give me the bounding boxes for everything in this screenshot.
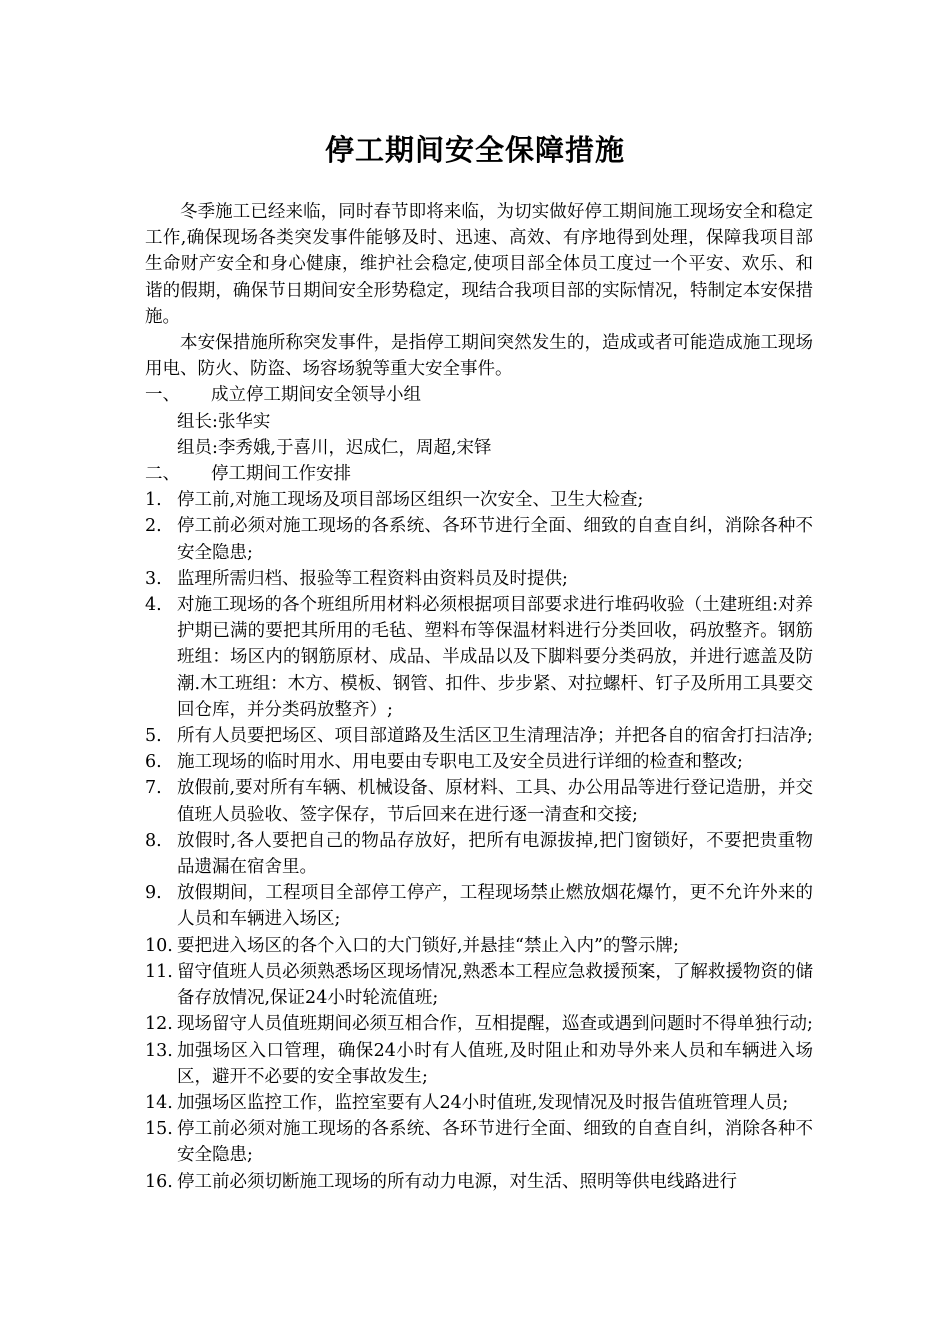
list-item: [145, 933, 813, 959]
list-item: [145, 723, 813, 749]
list-item: [145, 1116, 813, 1168]
list-item: [145, 566, 813, 592]
item-text: 放假前,要对所有车辆、机械设备、原材料、工具、办公用品等进行登记造册，并交值班人员验收、签字保存，节后回来在进行逐一清查和交接;: [177, 778, 813, 825]
item-text: 停工前,对施工现场及项目部场区组织一次安全、卫生大检查;: [177, 490, 644, 511]
list-item: [145, 513, 813, 565]
list-item: [145, 1090, 813, 1116]
item-number: 5.: [145, 726, 162, 747]
list-item: [145, 487, 813, 513]
item-text: 停工前必须切断施工现场的所有动力电源，对生活、照明等供电线路进行: [177, 1171, 737, 1192]
group-leader: 组长:张华实: [177, 411, 271, 432]
section-number: 二、: [145, 464, 180, 485]
item-number: 7.: [145, 778, 162, 799]
section-title: 成立停工期间安全领导小组: [211, 385, 421, 406]
item-number: 13.: [145, 1040, 173, 1061]
list-item: [145, 1038, 813, 1090]
intro-paragraph-2: 本安保措施所称突发事件，是指停工期间突然发生的，造成或者可能造成施工现场用电、防火、防盗、场容场貌等重大安全事件。: [145, 333, 813, 380]
item-number: 2.: [145, 516, 162, 537]
item-number: 9.: [145, 883, 162, 904]
section-heading-2: [145, 461, 813, 487]
list-item: [145, 749, 813, 775]
work-arrangement-list: [145, 487, 813, 1194]
item-text: 对施工现场的各个班组所用材料必须根据项目部要求进行堆码收验（土建班组:对养护期已满的要把其所用的毛毡、塑料布等保温材料进行分类回收，码放整齐。钢筋班组：场区内的钢筋原材、成品、半成品以及下脚料要分类码放，并进行遮盖及防潮.木工班组：木方、模板、钢管、扣件、步步紧、对拉螺杆、钉子及所用工具要交回仓库，并分类码放整齐）;: [177, 595, 813, 720]
item-number: 8.: [145, 830, 162, 851]
list-item: [145, 775, 813, 827]
item-number: 4.: [145, 595, 162, 616]
document-title: 停工期间安全保障措施: [324, 133, 625, 167]
list-item: [145, 959, 813, 1011]
item-number: 3.: [145, 568, 162, 589]
item-number: 6.: [145, 752, 162, 773]
item-text: 监理所需归档、报验等工程资料由资料员及时提供;: [177, 568, 568, 589]
item-text: 施工现场的临时用水、用电要由专职电工及安全员进行详细的检查和整改;: [177, 752, 743, 773]
intro-paragraph-1: 冬季施工已经来临，同时春节即将来临，为切实做好停工期间施工现场安全和稳定工作,确保现场各类突发事件能够及时、迅速、高效、有序地得到处理，保障我项目部生命财产安全和身心健康，维护社会稳定,使项目部全体员工度过一个平安、欢乐、和谐的假期，确保节日期间安全形势稳定，现结合我项目部的实际情况，特制定本安保措施。: [145, 202, 813, 327]
item-text: 停工前必须对施工现场的各系统、各环节进行全面、细致的自查自纠，消除各种不安全隐患;: [177, 1119, 813, 1166]
item-text: 放假期间，工程项目全部停工停产，工程现场禁止燃放烟花爆竹，更不允许外来的人员和车辆进入场区;: [177, 883, 813, 930]
item-text: 停工前必须对施工现场的各系统、各环节进行全面、细致的自查自纠，消除各种不安全隐患;: [177, 516, 813, 563]
item-number: 10.: [145, 935, 173, 956]
section-title: 停工期间工作安排: [211, 464, 351, 485]
list-item: [145, 1169, 813, 1195]
item-text: 放假时,各人要把自己的物品存放好，把所有电源拔掉,把门窗锁好，不要把贵重物品遗漏在宿舍里。: [177, 830, 813, 878]
item-text: 留守值班人员必须熟悉场区现场情况,熟悉本工程应急救援预案，了解救援物资的储备存放情况,保证24小时轮流值班;: [177, 961, 813, 1009]
document-body: [145, 199, 813, 1195]
item-text: 要把进入场区的各个入口的大门锁好,并悬挂“禁止入内”的警示牌;: [177, 935, 679, 956]
item-number: 16.: [145, 1171, 173, 1192]
group-members: 组员:李秀娥,于喜川，迟成仁，周超,宋铎: [177, 437, 492, 458]
list-item: [145, 828, 813, 880]
item-number: 1.: [145, 490, 162, 511]
section-heading-1: [145, 382, 813, 408]
item-text: 加强场区监控工作，监控室要有人24小时值班,发现情况及时报告值班管理人员;: [177, 1092, 789, 1113]
item-text: 所有人员要把场区、项目部道路及生活区卫生清理洁净；并把各自的宿舍打扫洁净;: [177, 726, 813, 747]
item-number: 12.: [145, 1014, 173, 1035]
item-number: 14.: [145, 1092, 173, 1113]
list-item: [145, 880, 813, 932]
item-number: 11.: [145, 961, 173, 982]
item-number: 15.: [145, 1119, 173, 1140]
list-item: [145, 1011, 813, 1037]
list-item: [145, 592, 813, 723]
item-text: 加强场区入口管理，确保24小时有人值班,及时阻止和劝导外来人员和车辆进入场区，避开不必要的安全事故发生;: [177, 1040, 813, 1087]
section-number: 一、: [145, 385, 180, 406]
item-text: 现场留守人员值班期间必须互相合作，互相提醒，巡查或遇到问题时不得单独行动;: [177, 1014, 813, 1035]
